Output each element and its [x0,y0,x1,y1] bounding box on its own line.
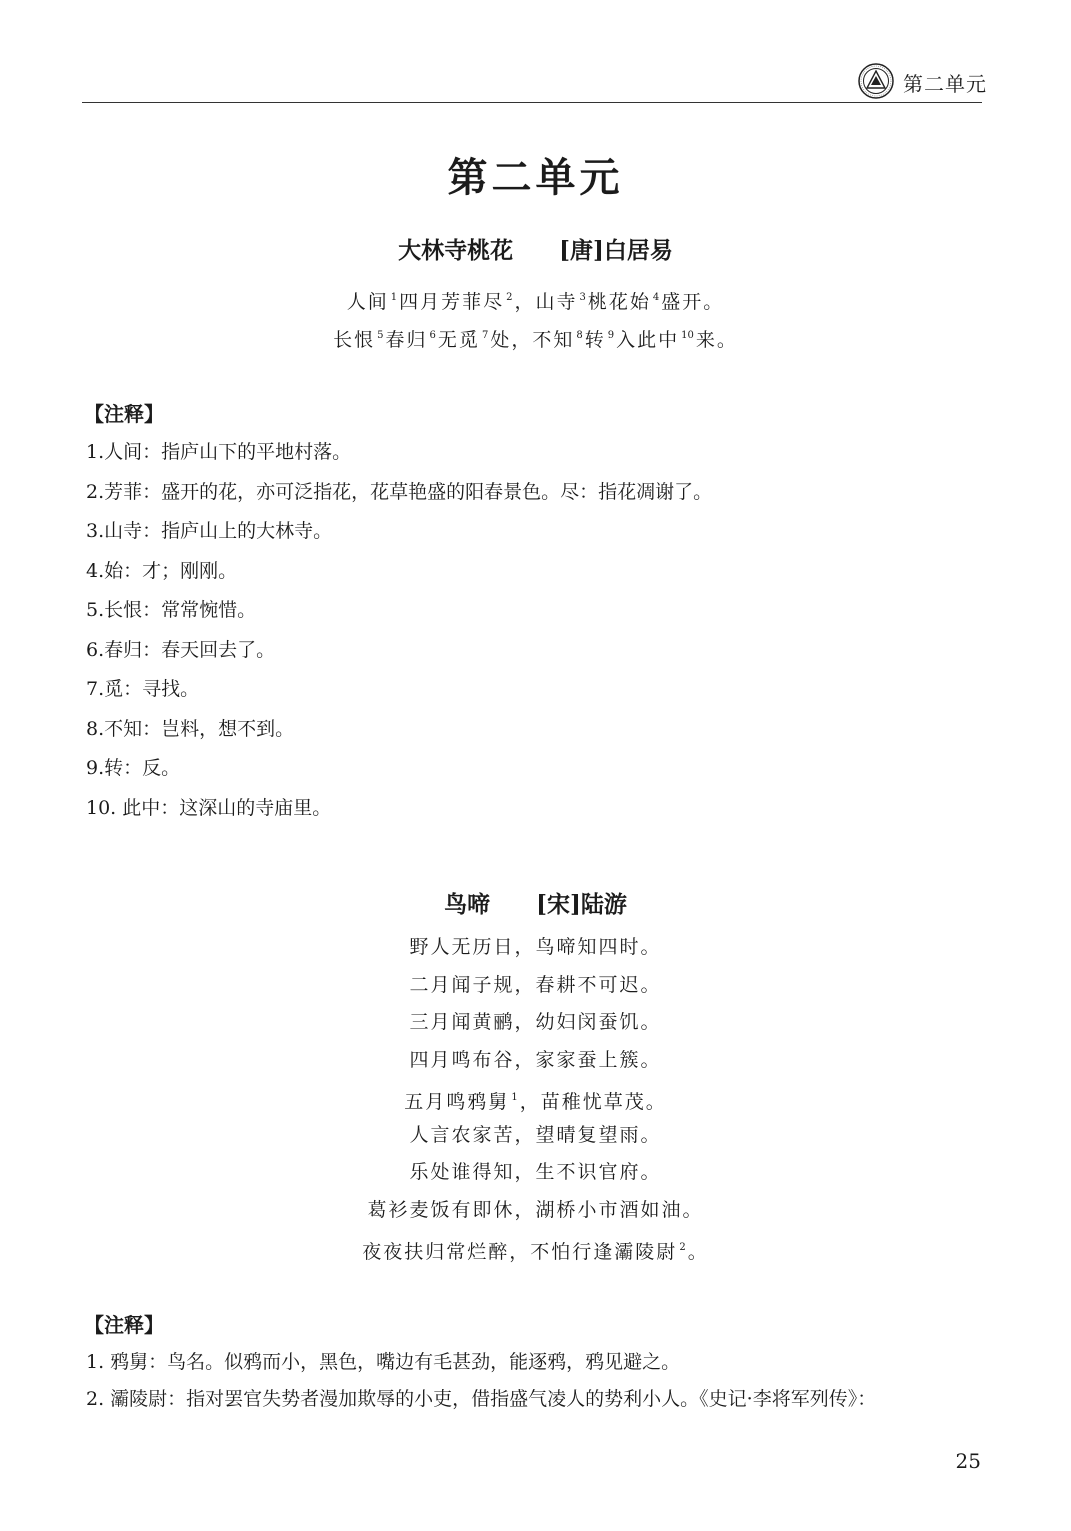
poem-text: 处，不知 [490,329,575,351]
poem-text: 三月闻黄鹂，幼妇闵蚕饥。 [409,1011,662,1033]
poem-text: 四月鸣布谷，家家蚕上簇。 [409,1048,662,1071]
poem-text: 人间 [346,291,389,313]
poem-text: 野人无历日，鸟啼知四时。 [409,936,662,958]
poem-title [0,886,1071,919]
school-seal-icon [858,63,894,99]
note-item: 10. 此中：这深山的寺庙里。 [86,796,332,819]
poem-body [0,279,1071,355]
poem-text: 盛开。 [661,291,725,313]
poem-line [0,1192,1071,1230]
poem-line [0,1229,1071,1267]
note-item: 1. 鸦舅：鸟名。似鸦而小，黑色，嘴边有毛甚劲，能逐鸦，鸦见避之。 [86,1351,681,1373]
poem-title [0,232,1071,265]
poem-text: 无觅 [437,329,480,351]
note-marker: 4 [652,292,660,303]
poem-line [0,317,1071,355]
poem-text: 桃花始 [587,291,651,313]
poem-text: ，山寺 [514,291,578,313]
poem-line [0,967,1071,1005]
note-item: 1.人间：指庐山下的平地村落。 [86,441,352,463]
poem-text: 长恨 [333,329,376,351]
note-marker: 1 [511,1092,518,1103]
poem-text: 。 [687,1241,709,1263]
poem-text: 二月闻子规，春耕不可迟。 [409,973,662,996]
note-marker: 7 [481,330,489,341]
poem-line [0,1079,1071,1117]
note-marker: 1 [390,292,398,303]
note-item: 2.芳菲：盛开的花，亦可泛指花，花草艳盛的阳春景色。尽：指花凋谢了。 [86,480,713,503]
poem-text: 转 [584,329,606,351]
poem-text: 人言农家苦，望晴复望雨。 [409,1123,662,1146]
notes-heading: 【注释】 [84,1313,164,1337]
note-marker: 5 [377,330,384,341]
poem-text: 四月芳菲尽 [399,291,505,313]
poem-line [0,1117,1071,1155]
running-header: 第二单元 [903,72,987,96]
poem-text: 夜夜扶归常烂醉，不怕行逢灞陵尉 [362,1241,678,1263]
notes-heading: 【注释】 [84,402,164,426]
note-marker: 2 [679,1242,686,1253]
poem-text: 来。 [695,329,738,351]
notes-list [86,1344,1006,1418]
note-item: 5.长恨：常常惋惜。 [86,599,257,621]
poem-title-text: 鸟啼 [444,891,491,918]
note-marker: 2 [506,292,513,303]
note-marker: 10 [681,330,694,341]
note-item: 4.始：才；刚刚。 [86,559,238,582]
poem-line [0,1004,1071,1042]
poem-text: 乐处谁得知，生不识官府。 [409,1161,662,1183]
notes-list [86,433,1006,828]
poem-text: 葛衫麦饭有即休，湖桥小市酒如油。 [367,1198,704,1221]
poem-text: 入此中 [616,329,680,351]
unit-title: 第二单元 [447,154,624,201]
note-item: 2. 灞陵尉：指对罢官失势者漫加欺辱的小吏，借指盛气凌人的势利小人。《史记·李将军列传》： [86,1388,877,1410]
poem-line [0,929,1071,967]
poem-title-text: 大林寺桃花 [398,237,514,264]
note-marker: 8 [576,330,583,341]
header-rule [82,102,982,103]
note-item: 8.不知：岂料，想不到。 [86,717,295,740]
poem-line [0,279,1071,317]
poem-text: ，苗稚忧草茂。 [519,1091,667,1113]
note-item: 3.山寺：指庐山上的大林寺。 [86,520,333,542]
poem-text: 春归 [385,329,428,351]
note-item: 9.转：反。 [86,757,181,779]
poem-line [0,1154,1071,1192]
poem-body [0,929,1071,1267]
poem-text: 五月鸣鸦舅 [404,1091,510,1113]
poem-author: [唐]白居易 [559,237,673,264]
note-marker: 9 [607,330,615,341]
poem-author: [宋]陆游 [536,891,627,918]
page-number: 25 [955,1449,981,1473]
note-item: 6.春归：春天回去了。 [86,638,276,661]
note-item: 7.觅：寻找。 [86,678,200,700]
note-marker: 3 [579,292,586,303]
note-marker: 6 [429,330,436,341]
poem-line [0,1042,1071,1080]
